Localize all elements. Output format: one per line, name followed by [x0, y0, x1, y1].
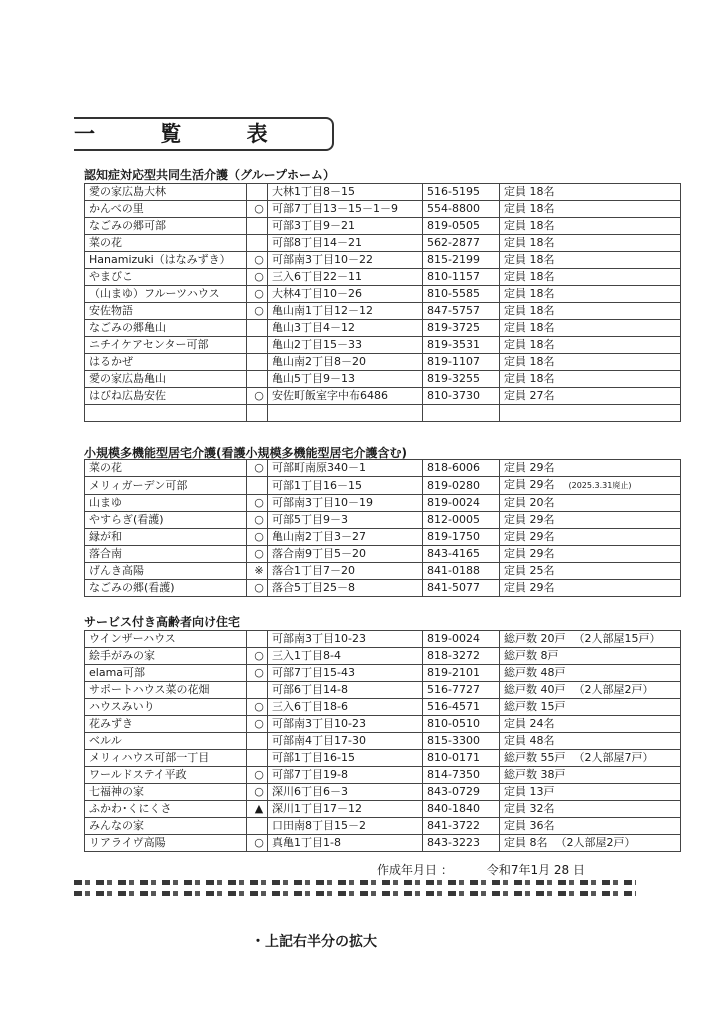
facility-capacity [500, 286, 681, 303]
table-row [85, 750, 681, 767]
facility-phone: 810-5585 [423, 286, 500, 303]
facility-phone: 815-2199 [423, 252, 500, 269]
facility-address: 口田南8丁目15－2 [268, 818, 423, 835]
table-row [85, 388, 681, 405]
facility-address: 三入1丁目8-4 [268, 648, 423, 665]
table-small-multifunction [84, 459, 681, 597]
capacity-value: 定員 29名 [504, 530, 555, 543]
facility-mark: ○ [247, 388, 268, 405]
capacity-value: 定員 18名 [504, 236, 555, 249]
capacity-value: 定員 24名 [504, 717, 555, 730]
facility-mark: ○ [247, 495, 268, 512]
capacity-value: 総戸数 55戸 [504, 751, 566, 764]
facility-name: やすらぎ(看護) [85, 512, 247, 529]
facility-phone: 819-3725 [423, 320, 500, 337]
table-row [85, 580, 681, 597]
capacity-value: 総戸数 8戸 [504, 649, 559, 662]
table-row [85, 252, 681, 269]
facility-name: なごみの郷亀山 [85, 320, 247, 337]
capacity-note: (2025.3.31廃止) [568, 481, 632, 490]
facility-phone: 841-5077 [423, 580, 500, 597]
capacity-value: 定員 36名 [504, 819, 555, 832]
facility-capacity [500, 337, 681, 354]
facility-name: 安佐物語 [85, 303, 247, 320]
facility-capacity [500, 184, 681, 201]
facility-name: 菜の花 [85, 235, 247, 252]
facility-name: ニチイケアセンター可部 [85, 337, 247, 354]
facility-phone: 819-3255 [423, 371, 500, 388]
facility-address: 落合1丁目7－20 [268, 563, 423, 580]
facility-mark: ○ [247, 286, 268, 303]
perforation-strip [74, 880, 636, 896]
facility-capacity [500, 512, 681, 529]
facility-name: ウインザーハウス [85, 631, 247, 648]
facility-address: 可部南3丁目10-23 [268, 716, 423, 733]
facility-name: ベルル [85, 733, 247, 750]
table-row [85, 512, 681, 529]
capacity-value: 総戸数 40戸 [504, 683, 566, 696]
caption: ・上記右半分の拡大 [251, 934, 377, 950]
facility-name: 愛の家広島大林 [85, 184, 247, 201]
facility-mark: ○ [247, 699, 268, 716]
facility-mark: ○ [247, 512, 268, 529]
capacity-value: 定員 18名 [504, 253, 555, 266]
table-row [85, 477, 681, 495]
facility-mark [247, 750, 268, 767]
facility-capacity [500, 546, 681, 563]
table-row [85, 184, 681, 201]
table-row [85, 320, 681, 337]
capacity-value: 定員 27名 [504, 389, 555, 402]
facility-name: （山まゆ）フルーツハウス [85, 286, 247, 303]
facility-address [268, 405, 423, 422]
facility-address: 大林1丁目8－15 [268, 184, 423, 201]
facility-name: なごみの郷(看護) [85, 580, 247, 597]
facility-mark [247, 477, 268, 495]
table-row [85, 235, 681, 252]
facility-name: 山まゆ [85, 495, 247, 512]
facility-phone: 815-3300 [423, 733, 500, 750]
facility-capacity [500, 371, 681, 388]
table-row [85, 835, 681, 852]
facility-name: ワールドステイ平政 [85, 767, 247, 784]
capacity-value: 定員 18名 [504, 304, 555, 317]
facility-address: 可部7丁目15-43 [268, 665, 423, 682]
facility-phone: 819-0024 [423, 495, 500, 512]
facility-phone: 810-0510 [423, 716, 500, 733]
facility-capacity [500, 835, 681, 852]
capacity-value: 定員 18名 [504, 321, 555, 334]
table-row [85, 733, 681, 750]
capacity-value: 定員 18名 [504, 287, 555, 300]
table-row [85, 460, 681, 477]
facility-phone: 819-2101 [423, 665, 500, 682]
facility-phone: 843-0729 [423, 784, 500, 801]
facility-address: 亀山2丁目15－33 [268, 337, 423, 354]
facility-address: 亀山南1丁目12－12 [268, 303, 423, 320]
facility-capacity [500, 201, 681, 218]
facility-capacity [500, 477, 681, 495]
capacity-value: 定員 48名 [504, 734, 555, 747]
capacity-value: 定員 18名 [504, 372, 555, 385]
facility-capacity [500, 818, 681, 835]
facility-address: 可部南3丁目10-23 [268, 631, 423, 648]
table-row [85, 801, 681, 818]
facility-address: 三入6丁目18-6 [268, 699, 423, 716]
section-title-small-multifunction: 小規模多機能型居宅介護(看護小規模多機能型居宅介護含む) [84, 446, 407, 460]
facility-capacity [500, 733, 681, 750]
table-row [85, 286, 681, 303]
facility-address: 可部6丁目14-8 [268, 682, 423, 699]
created-label: 作成年月日 ： [377, 863, 453, 877]
table-row [85, 784, 681, 801]
facility-capacity [500, 580, 681, 597]
capacity-note: （2人部屋2戸） [555, 836, 636, 849]
facility-phone [423, 405, 500, 422]
capacity-value: 定員 18名 [504, 202, 555, 215]
facility-phone: 841-3722 [423, 818, 500, 835]
facility-name: 縁が和 [85, 529, 247, 546]
table-row [85, 546, 681, 563]
facility-phone: 840-1840 [423, 801, 500, 818]
table-row [85, 716, 681, 733]
capacity-value: 定員 13戸 [504, 785, 555, 798]
facility-name: Hanamizuki（はなみずき） [85, 252, 247, 269]
facility-phone: 819-0280 [423, 477, 500, 495]
facility-phone: 819-1750 [423, 529, 500, 546]
facility-phone: 818-6006 [423, 460, 500, 477]
facility-mark: ○ [247, 269, 268, 286]
facility-name: なごみの郷可部 [85, 218, 247, 235]
facility-address: 可部5丁目9－3 [268, 512, 423, 529]
facility-address: 可部1丁目16-15 [268, 750, 423, 767]
facility-address: 大林4丁目10－26 [268, 286, 423, 303]
facility-mark: ○ [247, 648, 268, 665]
capacity-value: 総戸数 20戸 [504, 632, 566, 645]
facility-address: 亀山5丁目9－13 [268, 371, 423, 388]
facility-address: 亀山3丁目4－12 [268, 320, 423, 337]
facility-capacity [500, 716, 681, 733]
facility-mark [247, 405, 268, 422]
facility-phone: 562-2877 [423, 235, 500, 252]
capacity-value: 定員 18名 [504, 219, 555, 232]
facility-phone: 819-1107 [423, 354, 500, 371]
facility-mark: ▲ [247, 801, 268, 818]
table-row [85, 818, 681, 835]
facility-mark: ○ [247, 460, 268, 477]
facility-phone: 819-3531 [423, 337, 500, 354]
facility-address: 可部3丁目9－21 [268, 218, 423, 235]
facility-mark [247, 371, 268, 388]
facility-mark: ○ [247, 835, 268, 852]
capacity-value: 定員 29名 [504, 581, 555, 594]
facility-mark: ○ [247, 546, 268, 563]
capacity-value: 定員 18名 [504, 185, 555, 198]
facility-address: 真亀1丁目1-8 [268, 835, 423, 852]
capacity-value: 定員 29名 [504, 547, 555, 560]
facility-address: 可部町南原340－1 [268, 460, 423, 477]
facility-phone: 810-1157 [423, 269, 500, 286]
table-row [85, 354, 681, 371]
facility-phone: 843-4165 [423, 546, 500, 563]
facility-name: はるかぜ [85, 354, 247, 371]
facility-address: 落合南9丁目5－20 [268, 546, 423, 563]
facility-capacity [500, 767, 681, 784]
capacity-value: 総戸数 38戸 [504, 768, 566, 781]
capacity-value: 定員 29名 [504, 461, 555, 474]
facility-mark [247, 184, 268, 201]
capacity-value: 定員 29名 [504, 478, 555, 491]
table-row [85, 337, 681, 354]
facility-name: メリィハウス可部一丁目 [85, 750, 247, 767]
capacity-value: 定員 8名 [504, 836, 548, 849]
capacity-value: 総戸数 48戸 [504, 666, 566, 679]
facility-address: 亀山南2丁目8－20 [268, 354, 423, 371]
capacity-value: 総戸数 15戸 [504, 700, 566, 713]
facility-capacity [500, 529, 681, 546]
facility-mark: ○ [247, 529, 268, 546]
facility-phone: 847-5757 [423, 303, 500, 320]
created-date: 令和7年1月 28 日 [486, 863, 585, 877]
table-row [85, 563, 681, 580]
facility-capacity [500, 699, 681, 716]
facility-name: 愛の家広島亀山 [85, 371, 247, 388]
facility-name [85, 405, 247, 422]
facility-address: 可部南3丁目10－19 [268, 495, 423, 512]
facility-phone: 841-0188 [423, 563, 500, 580]
facility-capacity [500, 303, 681, 320]
facility-phone: 843-3223 [423, 835, 500, 852]
page-title: 一 覧 表 [74, 122, 297, 146]
capacity-value: 定員 32名 [504, 802, 555, 815]
facility-mark: ○ [247, 580, 268, 597]
facility-name: ハウスみいり [85, 699, 247, 716]
facility-phone: 516-4571 [423, 699, 500, 716]
facility-name: elama可部 [85, 665, 247, 682]
facility-mark: ○ [247, 665, 268, 682]
table-row [85, 648, 681, 665]
facility-mark [247, 354, 268, 371]
facility-address: 落合5丁目25－8 [268, 580, 423, 597]
facility-name: 落合南 [85, 546, 247, 563]
table-row [85, 405, 681, 422]
facility-name: かんべの里 [85, 201, 247, 218]
facility-phone: 554-8800 [423, 201, 500, 218]
facility-name: はびね広島安佐 [85, 388, 247, 405]
facility-phone: 818-3272 [423, 648, 500, 665]
facility-capacity [500, 784, 681, 801]
facility-phone: 516-7727 [423, 682, 500, 699]
table-row [85, 699, 681, 716]
facility-capacity [500, 665, 681, 682]
facility-capacity [500, 218, 681, 235]
table-row [85, 218, 681, 235]
facility-address: 深川6丁目6－3 [268, 784, 423, 801]
table-row [85, 201, 681, 218]
facility-capacity [500, 750, 681, 767]
facility-phone: 819-0505 [423, 218, 500, 235]
capacity-value: 定員 18名 [504, 338, 555, 351]
table-row [85, 303, 681, 320]
table-row [85, 495, 681, 512]
table-row [85, 665, 681, 682]
facility-name: 花みずき [85, 716, 247, 733]
facility-capacity [500, 320, 681, 337]
table-group-home [84, 183, 681, 422]
facility-address: 可部南3丁目10－22 [268, 252, 423, 269]
facility-name: みんなの家 [85, 818, 247, 835]
facility-capacity [500, 495, 681, 512]
facility-mark [247, 235, 268, 252]
facility-address: 安佐町飯室字中布6486 [268, 388, 423, 405]
facility-capacity [500, 388, 681, 405]
facility-mark [247, 218, 268, 235]
facility-mark [247, 682, 268, 699]
table-row [85, 767, 681, 784]
capacity-value: 定員 20名 [504, 496, 555, 509]
facility-name: げんき高陽 [85, 563, 247, 580]
table-row [85, 631, 681, 648]
capacity-note: （2人部屋15戸） [573, 632, 661, 645]
facility-phone: 810-3730 [423, 388, 500, 405]
facility-phone: 819-0024 [423, 631, 500, 648]
capacity-value: 定員 18名 [504, 355, 555, 368]
section-title-elderly-housing: サービス付き高齢者向け住宅 [84, 615, 241, 629]
facility-name: 七福神の家 [85, 784, 247, 801]
facility-mark: ○ [247, 716, 268, 733]
facility-mark [247, 818, 268, 835]
facility-mark [247, 320, 268, 337]
capacity-value: 定員 18名 [504, 270, 555, 283]
table-elderly-housing [84, 630, 681, 852]
facility-capacity [500, 648, 681, 665]
facility-phone: 810-0171 [423, 750, 500, 767]
facility-name: ふかわ･くにくさ [85, 801, 247, 818]
facility-name: メリィガーデン可部 [85, 477, 247, 495]
facility-capacity [500, 682, 681, 699]
facility-mark: ※ [247, 563, 268, 580]
facility-address: 可部7丁目19-8 [268, 767, 423, 784]
capacity-value: 定員 29名 [504, 513, 555, 526]
facility-name: サポートハウス菜の花畑 [85, 682, 247, 699]
facility-address: 可部南4丁目17-30 [268, 733, 423, 750]
facility-mark: ○ [247, 252, 268, 269]
facility-mark: ○ [247, 767, 268, 784]
facility-address: 可部7丁目13－15－1－9 [268, 201, 423, 218]
capacity-note: （2人部屋2戸） [573, 683, 654, 696]
facility-address: 深川1丁目17－12 [268, 801, 423, 818]
facility-name: やまびこ [85, 269, 247, 286]
facility-name: 絵手がみの家 [85, 648, 247, 665]
table-row [85, 682, 681, 699]
facility-name: リアライヴ高陽 [85, 835, 247, 852]
table-row [85, 371, 681, 388]
table-row [85, 529, 681, 546]
facility-capacity [500, 563, 681, 580]
facility-capacity [500, 354, 681, 371]
facility-phone: 814-7350 [423, 767, 500, 784]
facility-capacity [500, 460, 681, 477]
created-date-line [377, 861, 585, 878]
facility-name: 菜の花 [85, 460, 247, 477]
facility-mark: ○ [247, 201, 268, 218]
facility-address: 可部8丁目14－21 [268, 235, 423, 252]
facility-capacity [500, 252, 681, 269]
facility-address: 三入6丁目22－11 [268, 269, 423, 286]
section-title-group-home: 認知症対応型共同生活介護（グループホーム） [84, 168, 336, 182]
facility-capacity [500, 631, 681, 648]
capacity-note: （2人部屋7戸） [573, 751, 654, 764]
facility-phone: 812-0005 [423, 512, 500, 529]
capacity-value: 定員 25名 [504, 564, 555, 577]
facility-address: 亀山南2丁目3－27 [268, 529, 423, 546]
table-row [85, 269, 681, 286]
facility-mark [247, 631, 268, 648]
facility-mark [247, 733, 268, 750]
facility-capacity [500, 269, 681, 286]
facility-capacity [500, 235, 681, 252]
facility-address: 可部1丁目16－15 [268, 477, 423, 495]
facility-mark: ○ [247, 784, 268, 801]
facility-mark: ○ [247, 303, 268, 320]
facility-mark [247, 337, 268, 354]
facility-phone: 516-5195 [423, 184, 500, 201]
facility-capacity [500, 801, 681, 818]
facility-capacity [500, 405, 681, 422]
